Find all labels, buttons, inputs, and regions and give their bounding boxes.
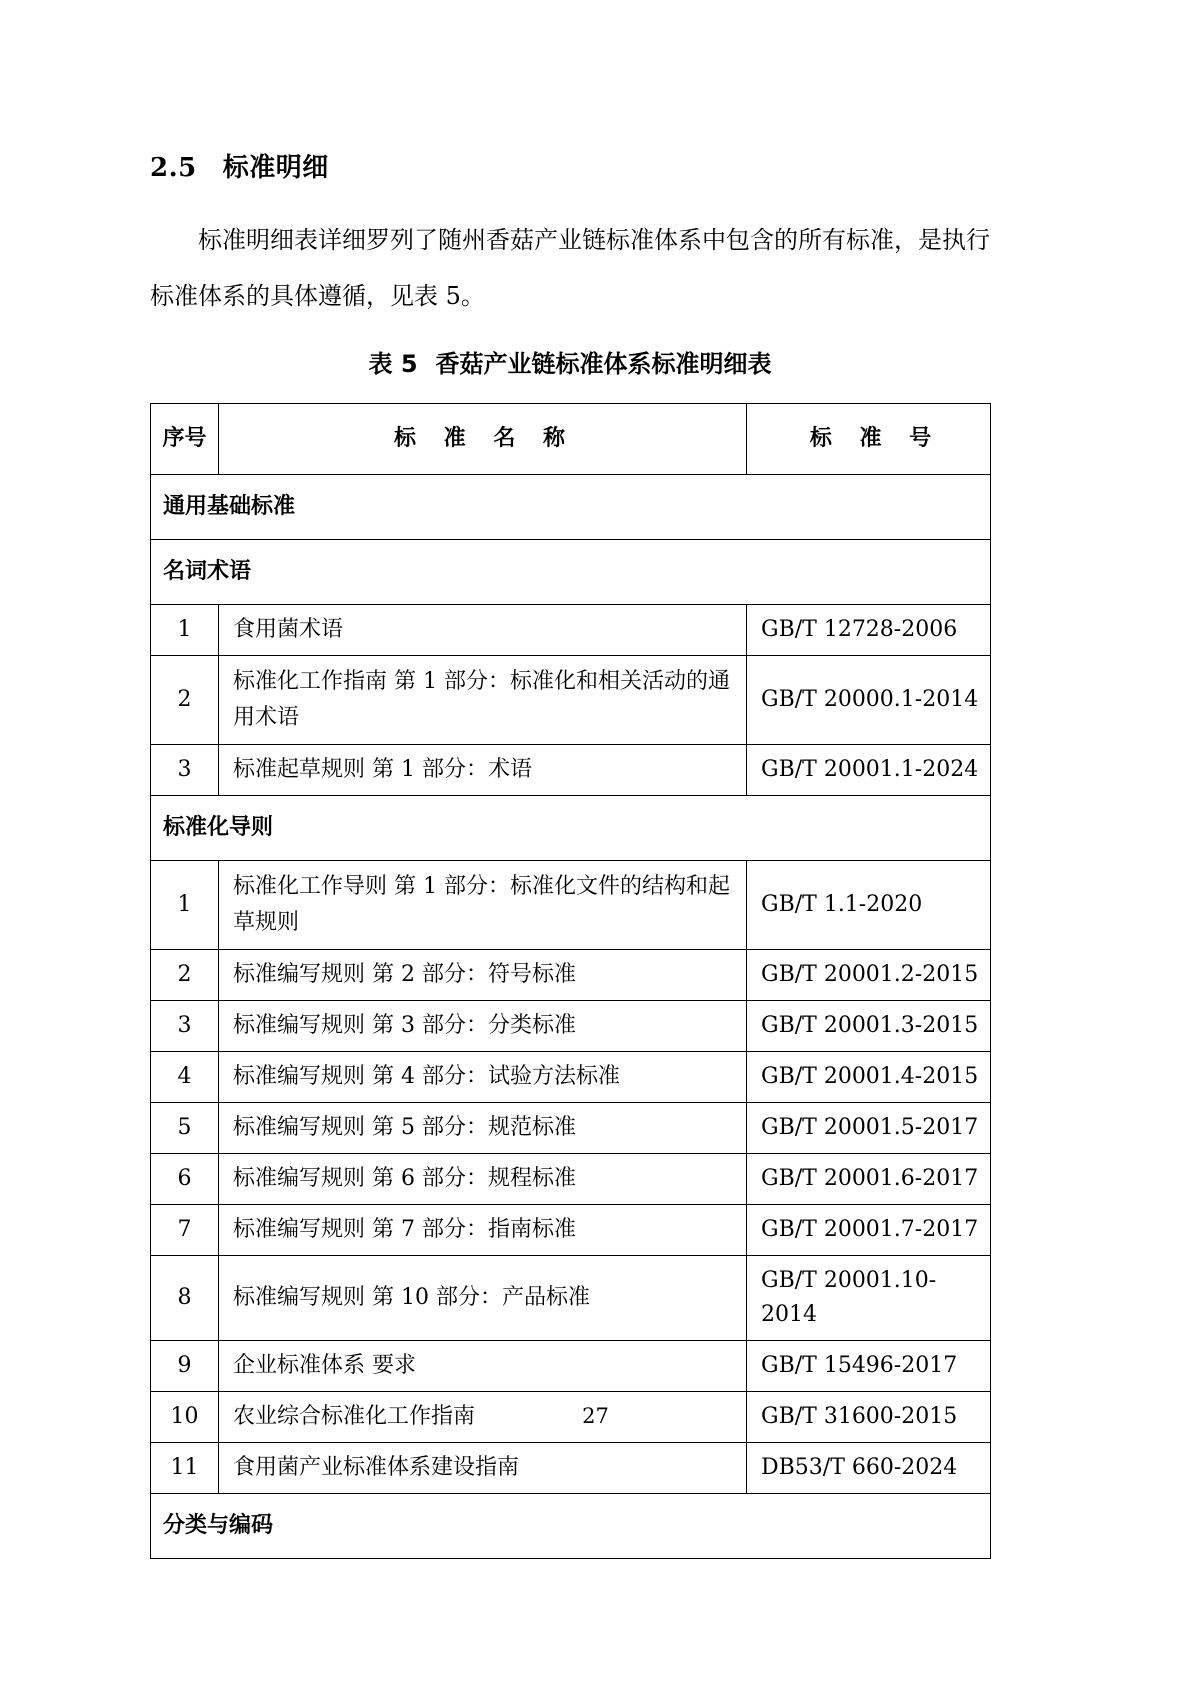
table-row [151, 950, 991, 1001]
cell-standard-name: 标准编写规则 第 2 部分：符号标准 [219, 950, 747, 1001]
table-group-row [151, 475, 991, 540]
cell-standard-name: 食用菌术语 [219, 605, 747, 656]
table-caption [150, 348, 990, 382]
section-title: 标准明细 [222, 153, 329, 183]
cell-no: 11 [151, 1443, 219, 1494]
cell-no: 9 [151, 1341, 219, 1392]
table-row [151, 1256, 991, 1341]
table-row [151, 1001, 991, 1052]
cell-no: 8 [151, 1256, 219, 1341]
cell-no: 2 [151, 950, 219, 1001]
cell-standard-name: 标准编写规则 第 10 部分：产品标准 [219, 1256, 747, 1341]
cell-standard-name: 标准编写规则 第 7 部分：指南标准 [219, 1205, 747, 1256]
cell-standard-name: 农业综合标准化工作指南 [219, 1392, 747, 1443]
cell-standard-name: 标准编写规则 第 6 部分：规程标准 [219, 1154, 747, 1205]
table-row [151, 1154, 991, 1205]
cell-no: 5 [151, 1103, 219, 1154]
cell-no: 7 [151, 1205, 219, 1256]
cell-no: 1 [151, 861, 219, 950]
cell-no: 3 [151, 1001, 219, 1052]
cell-no: 3 [151, 745, 219, 796]
cell-standard-code: GB/T 20001.10-2014 [747, 1256, 991, 1341]
cell-standard-code: GB/T 12728-2006 [747, 605, 991, 656]
group-label: 名词术语 [151, 540, 991, 605]
table-caption-label: 表 5 [368, 349, 418, 378]
table-row [151, 861, 991, 950]
page-number: 27 [582, 1404, 609, 1428]
group-label: 通用基础标准 [151, 475, 991, 540]
cell-standard-name: 标准编写规则 第 4 部分：试验方法标准 [219, 1052, 747, 1103]
column-header-no: 序号 [151, 404, 219, 475]
cell-standard-code: GB/T 20000.1-2014 [747, 656, 991, 745]
cell-standard-name: 标准起草规则 第 1 部分：术语 [219, 745, 747, 796]
cell-standard-code: GB/T 31600-2015 [747, 1392, 991, 1443]
table-group-row [151, 796, 991, 861]
table-row [151, 656, 991, 745]
cell-standard-name: 企业标准体系 要求 [219, 1341, 747, 1392]
group-label: 分类与编码 [151, 1494, 991, 1559]
table-row [151, 1103, 991, 1154]
cell-standard-code: GB/T 20001.3-2015 [747, 1001, 991, 1052]
cell-standard-name: 标准化工作导则 第 1 部分：标准化文件的结构和起草规则 [219, 861, 747, 950]
section-heading [150, 152, 990, 186]
cell-standard-code: GB/T 20001.5-2017 [747, 1103, 991, 1154]
table-row [151, 1341, 991, 1392]
cell-no: 4 [151, 1052, 219, 1103]
cell-standard-code: GB/T 20001.2-2015 [747, 950, 991, 1001]
group-label: 标准化导则 [151, 796, 991, 861]
cell-no: 6 [151, 1154, 219, 1205]
table-header-row [151, 404, 991, 475]
cell-standard-name: 标准化工作指南 第 1 部分：标准化和相关活动的通用术语 [219, 656, 747, 745]
column-header-code: 标 准 号 [747, 404, 991, 475]
cell-standard-name: 食用菌产业标准体系建设指南 [219, 1443, 747, 1494]
table-caption-title: 香菇产业链标准体系标准明细表 [435, 349, 772, 378]
table-row [151, 1052, 991, 1103]
table-row [151, 605, 991, 656]
cell-no: 2 [151, 656, 219, 745]
cell-standard-code: GB/T 20001.6-2017 [747, 1154, 991, 1205]
body-paragraph: 标准明细表详细罗列了随州香菇产业链标准体系中包含的所有标准，是执行标准体系的具体遵循，见表 5。 [150, 225, 990, 310]
table-group-row [151, 1494, 991, 1559]
cell-standard-code: DB53/T 660-2024 [747, 1443, 991, 1494]
cell-standard-code: GB/T 20001.4-2015 [747, 1052, 991, 1103]
page-content [150, 0, 990, 1559]
cell-standard-code: GB/T 15496-2017 [747, 1341, 991, 1392]
table-group-row [151, 540, 991, 605]
cell-standard-code: GB/T 1.1-2020 [747, 861, 991, 950]
table-row [151, 1205, 991, 1256]
table-row [151, 745, 991, 796]
standards-detail-table [150, 403, 991, 1559]
table-body [151, 404, 991, 1559]
cell-standard-name: 标准编写规则 第 5 部分：规范标准 [219, 1103, 747, 1154]
table-row [151, 1443, 991, 1494]
cell-no: 10 [151, 1392, 219, 1443]
column-header-name: 标 准 名 称 [219, 404, 747, 475]
cell-standard-code: GB/T 20001.7-2017 [747, 1205, 991, 1256]
cell-standard-name: 标准编写规则 第 3 部分：分类标准 [219, 1001, 747, 1052]
cell-standard-code: GB/T 20001.1-2024 [747, 745, 991, 796]
section-number: 2.5 [150, 153, 197, 183]
cell-no: 1 [151, 605, 219, 656]
